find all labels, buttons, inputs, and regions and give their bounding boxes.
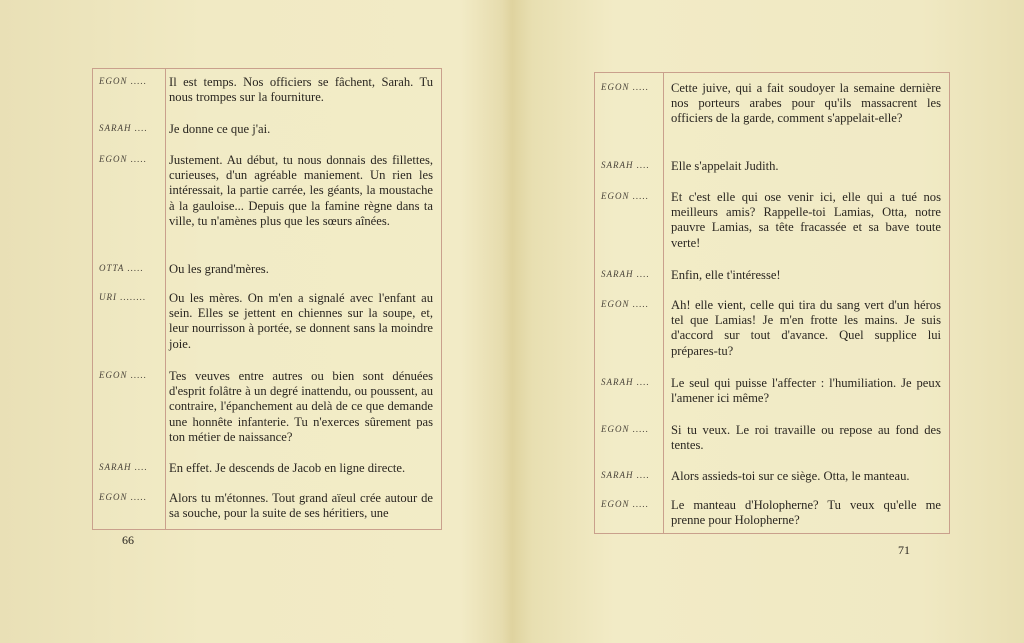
dialogue-text: Ah! elle vient, celle qui tira du sang vert d'un héros tel que Lamias! Je m'en frotte les mains. Je suis d'accord sur tout d'avance. Quel supplice lui prépares-tu?: [671, 298, 941, 358]
left-page-dialogue-box: [92, 68, 442, 530]
speaker-name: SARAH ....: [601, 470, 650, 480]
dialogue-text: Je donne ce que j'ai.: [169, 122, 271, 136]
dialogue-text: Ou les grand'mères.: [169, 262, 269, 276]
speaker-name: EGON .....: [99, 76, 147, 86]
speaker-name: SARAH ....: [99, 123, 148, 133]
left-page-number: 66: [122, 533, 134, 547]
dialogue-text: Le manteau d'Holopherne? Tu veux qu'elle me prenne pour Holopherne?: [671, 498, 941, 528]
speaker-name: SARAH ....: [601, 377, 650, 387]
right-page-column-rule: [663, 73, 664, 533]
speaker-name: SARAH ....: [601, 160, 650, 170]
dialogue-text: En effet. Je descends de Jacob en ligne directe.: [169, 461, 406, 475]
speaker-name: URI ........: [99, 292, 147, 302]
speaker-name: EGON .....: [99, 370, 147, 380]
right-page-dialogue-box: [594, 72, 950, 534]
dialogue-text: Alors tu m'étonnes. Tout grand aïeul crée autour de sa souche, pour la suite de ses héritiers, une: [169, 491, 433, 521]
speaker-name: EGON .....: [99, 154, 147, 164]
speaker-name: EGON .....: [99, 492, 147, 502]
dialogue-text: Il est temps. Nos officiers se fâchent, Sarah. Tu nous trompes sur la fourniture.: [169, 75, 433, 105]
dialogue-text: Si tu veux. Le roi travaille ou repose au fond des tentes.: [671, 423, 941, 453]
dialogue-text: Cette juive, qui a fait soudoyer la semaine dernière nos porteurs arabes pour qu'ils massacrent les officiers de la garde, comment s'appelait-elle?: [671, 81, 941, 126]
speaker-name: SARAH ....: [99, 462, 148, 472]
speaker-name: EGON .....: [601, 499, 649, 509]
dialogue-text: Ou les mères. On m'en a signalé avec l'enfant au sein. Elles se jettent en chiennes sur la soupe, et, leur nourrisson à portée, se donnent sans la moindre joie.: [169, 291, 433, 351]
dialogue-text: Le seul qui puisse l'affecter : l'humiliation. Je peux l'amener ici même?: [671, 376, 941, 406]
speaker-name: EGON .....: [601, 299, 649, 309]
dialogue-text: Justement. Au début, tu nous donnais des fillettes, curieuses, d'un agréable maniement. Un rien les intéressait, la partie carrée, les géants, la moustache à la gauloise... Depuis que la famine règne dans ta ville, tu n'amènes plus que les sœurs aînées.: [169, 153, 433, 228]
left-page-column-rule: [165, 69, 166, 529]
speaker-name: SARAH ....: [601, 269, 650, 279]
speaker-name: EGON .....: [601, 82, 649, 92]
dialogue-text: Enfin, elle t'intéresse!: [671, 268, 781, 282]
speaker-name: EGON .....: [601, 191, 649, 201]
dialogue-text: Elle s'appelait Judith.: [671, 159, 779, 173]
dialogue-text: Et c'est elle qui ose venir ici, elle qui a tué nos meilleurs amis? Rappelle-toi Lamias, Otta, notre pauvre Lamias, sa tête fracassée et sa bave toute verte!: [671, 190, 941, 250]
dialogue-text: Tes veuves entre autres ou bien sont dénuées d'esprit folâtre à un degré inattendu, ou poussent, au contraire, l'épanchement au delà de ce que demande une honnête infanterie. Tu n'exerces sûrement pas ton métier de naissance?: [169, 369, 433, 444]
right-page-number: 71: [898, 543, 910, 557]
speaker-name: OTTA .....: [99, 263, 144, 273]
dialogue-text: Alors assieds-toi sur ce siège. Otta, le manteau.: [671, 469, 910, 483]
speaker-name: EGON .....: [601, 424, 649, 434]
